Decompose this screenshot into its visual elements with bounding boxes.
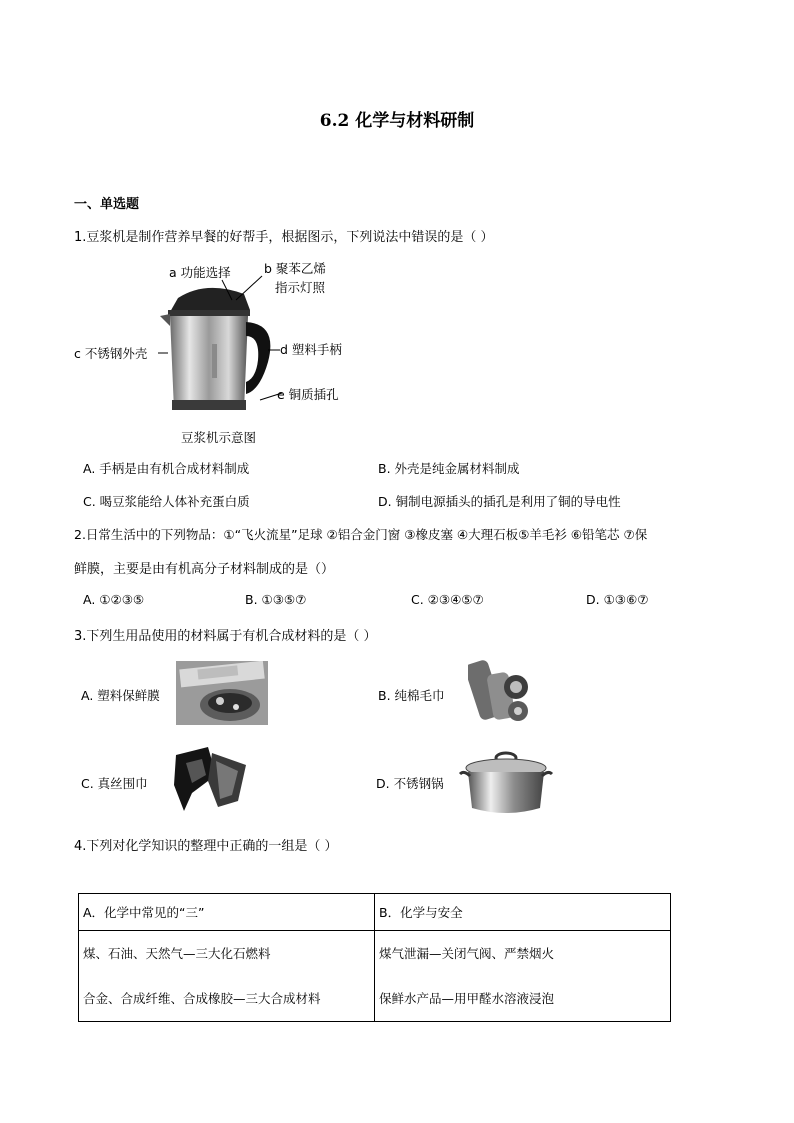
q2-option-c[interactable]: C. ②③④⑤⑦ bbox=[411, 592, 484, 607]
page-title: 6.2 化学与材料研制 bbox=[319, 111, 475, 131]
silk-scarf-image bbox=[172, 745, 250, 813]
table-cell: 煤、石油、天然气—三大化石燃料 bbox=[79, 931, 375, 976]
knowledge-table bbox=[78, 893, 671, 1022]
plastic-wrap-image bbox=[176, 661, 268, 725]
q1-option-b[interactable]: B. 外壳是纯金属材料制成 bbox=[378, 461, 520, 476]
table-header-b: B．化学与安全 bbox=[375, 894, 671, 931]
q2-option-b[interactable]: B. ①③⑤⑦ bbox=[245, 592, 307, 607]
table-header-a: A．化学中常见的“三” bbox=[79, 894, 375, 931]
stainless-pot-image bbox=[458, 750, 554, 816]
q2-option-d[interactable]: D. ①③⑥⑦ bbox=[586, 592, 649, 607]
q1-option-d[interactable]: D. 铜制电源插头的插孔是利用了铜的导电性 bbox=[378, 494, 621, 509]
q1-option-c[interactable]: C. 喝豆浆能给人体补充蛋白质 bbox=[83, 494, 250, 509]
cotton-towel-image bbox=[468, 655, 532, 725]
q3-option-b[interactable]: B. 纯棉毛巾 bbox=[378, 688, 445, 703]
q3-option-a[interactable]: A. 塑料保鲜膜 bbox=[81, 688, 160, 703]
table-cell: 合金、合成纤维、合成橡胶—三大合成材料 bbox=[79, 975, 375, 1022]
table-cell: 煤气泄漏—关闭气阀、严禁烟火 bbox=[375, 931, 671, 976]
q1-option-a[interactable]: A. 手柄是由有机合成材料制成 bbox=[83, 461, 250, 476]
label-b2: 指示灯照 bbox=[275, 280, 326, 295]
q3-option-c[interactable]: C. 真丝围巾 bbox=[81, 776, 148, 791]
label-d: d 塑料手柄 bbox=[280, 342, 342, 357]
question-1-stem: 1.豆浆机是制作营养早餐的好帮手，根据图示，下列说法中错误的是（ ） bbox=[74, 230, 494, 245]
label-a: a 功能选择 bbox=[169, 265, 231, 280]
question-4-stem: 4.下列对化学知识的整理中正确的一组是（ ） bbox=[74, 839, 338, 854]
question-2-stem-line1: 2.日常生活中的下列物品：①“飞火流星”足球 ②铝合金门窗 ③橡皮塞 ④大理石板⑤羊毛衫 ⑥铅笔芯 ⑦保 bbox=[74, 527, 648, 542]
label-e: e 铜质插孔 bbox=[277, 387, 339, 402]
q3-option-d[interactable]: D. 不锈钢锅 bbox=[376, 776, 444, 791]
label-b1: b 聚苯乙烯 bbox=[264, 261, 326, 276]
question-2-stem-line2: 鲜膜，主要是由有机高分子材料制成的是（） bbox=[74, 562, 335, 577]
label-c: c 不锈钢外壳 bbox=[74, 346, 148, 361]
table-cell: 保鲜水产品—用甲醛水溶液浸泡 bbox=[375, 975, 671, 1022]
section-heading: 一、单选题 bbox=[74, 197, 140, 212]
question-3-stem: 3.下列生用品使用的材料属于有机合成材料的是（ ） bbox=[74, 629, 377, 644]
figure-caption: 豆浆机示意图 bbox=[181, 430, 257, 445]
q2-option-a[interactable]: A. ①②③⑤ bbox=[83, 592, 145, 607]
